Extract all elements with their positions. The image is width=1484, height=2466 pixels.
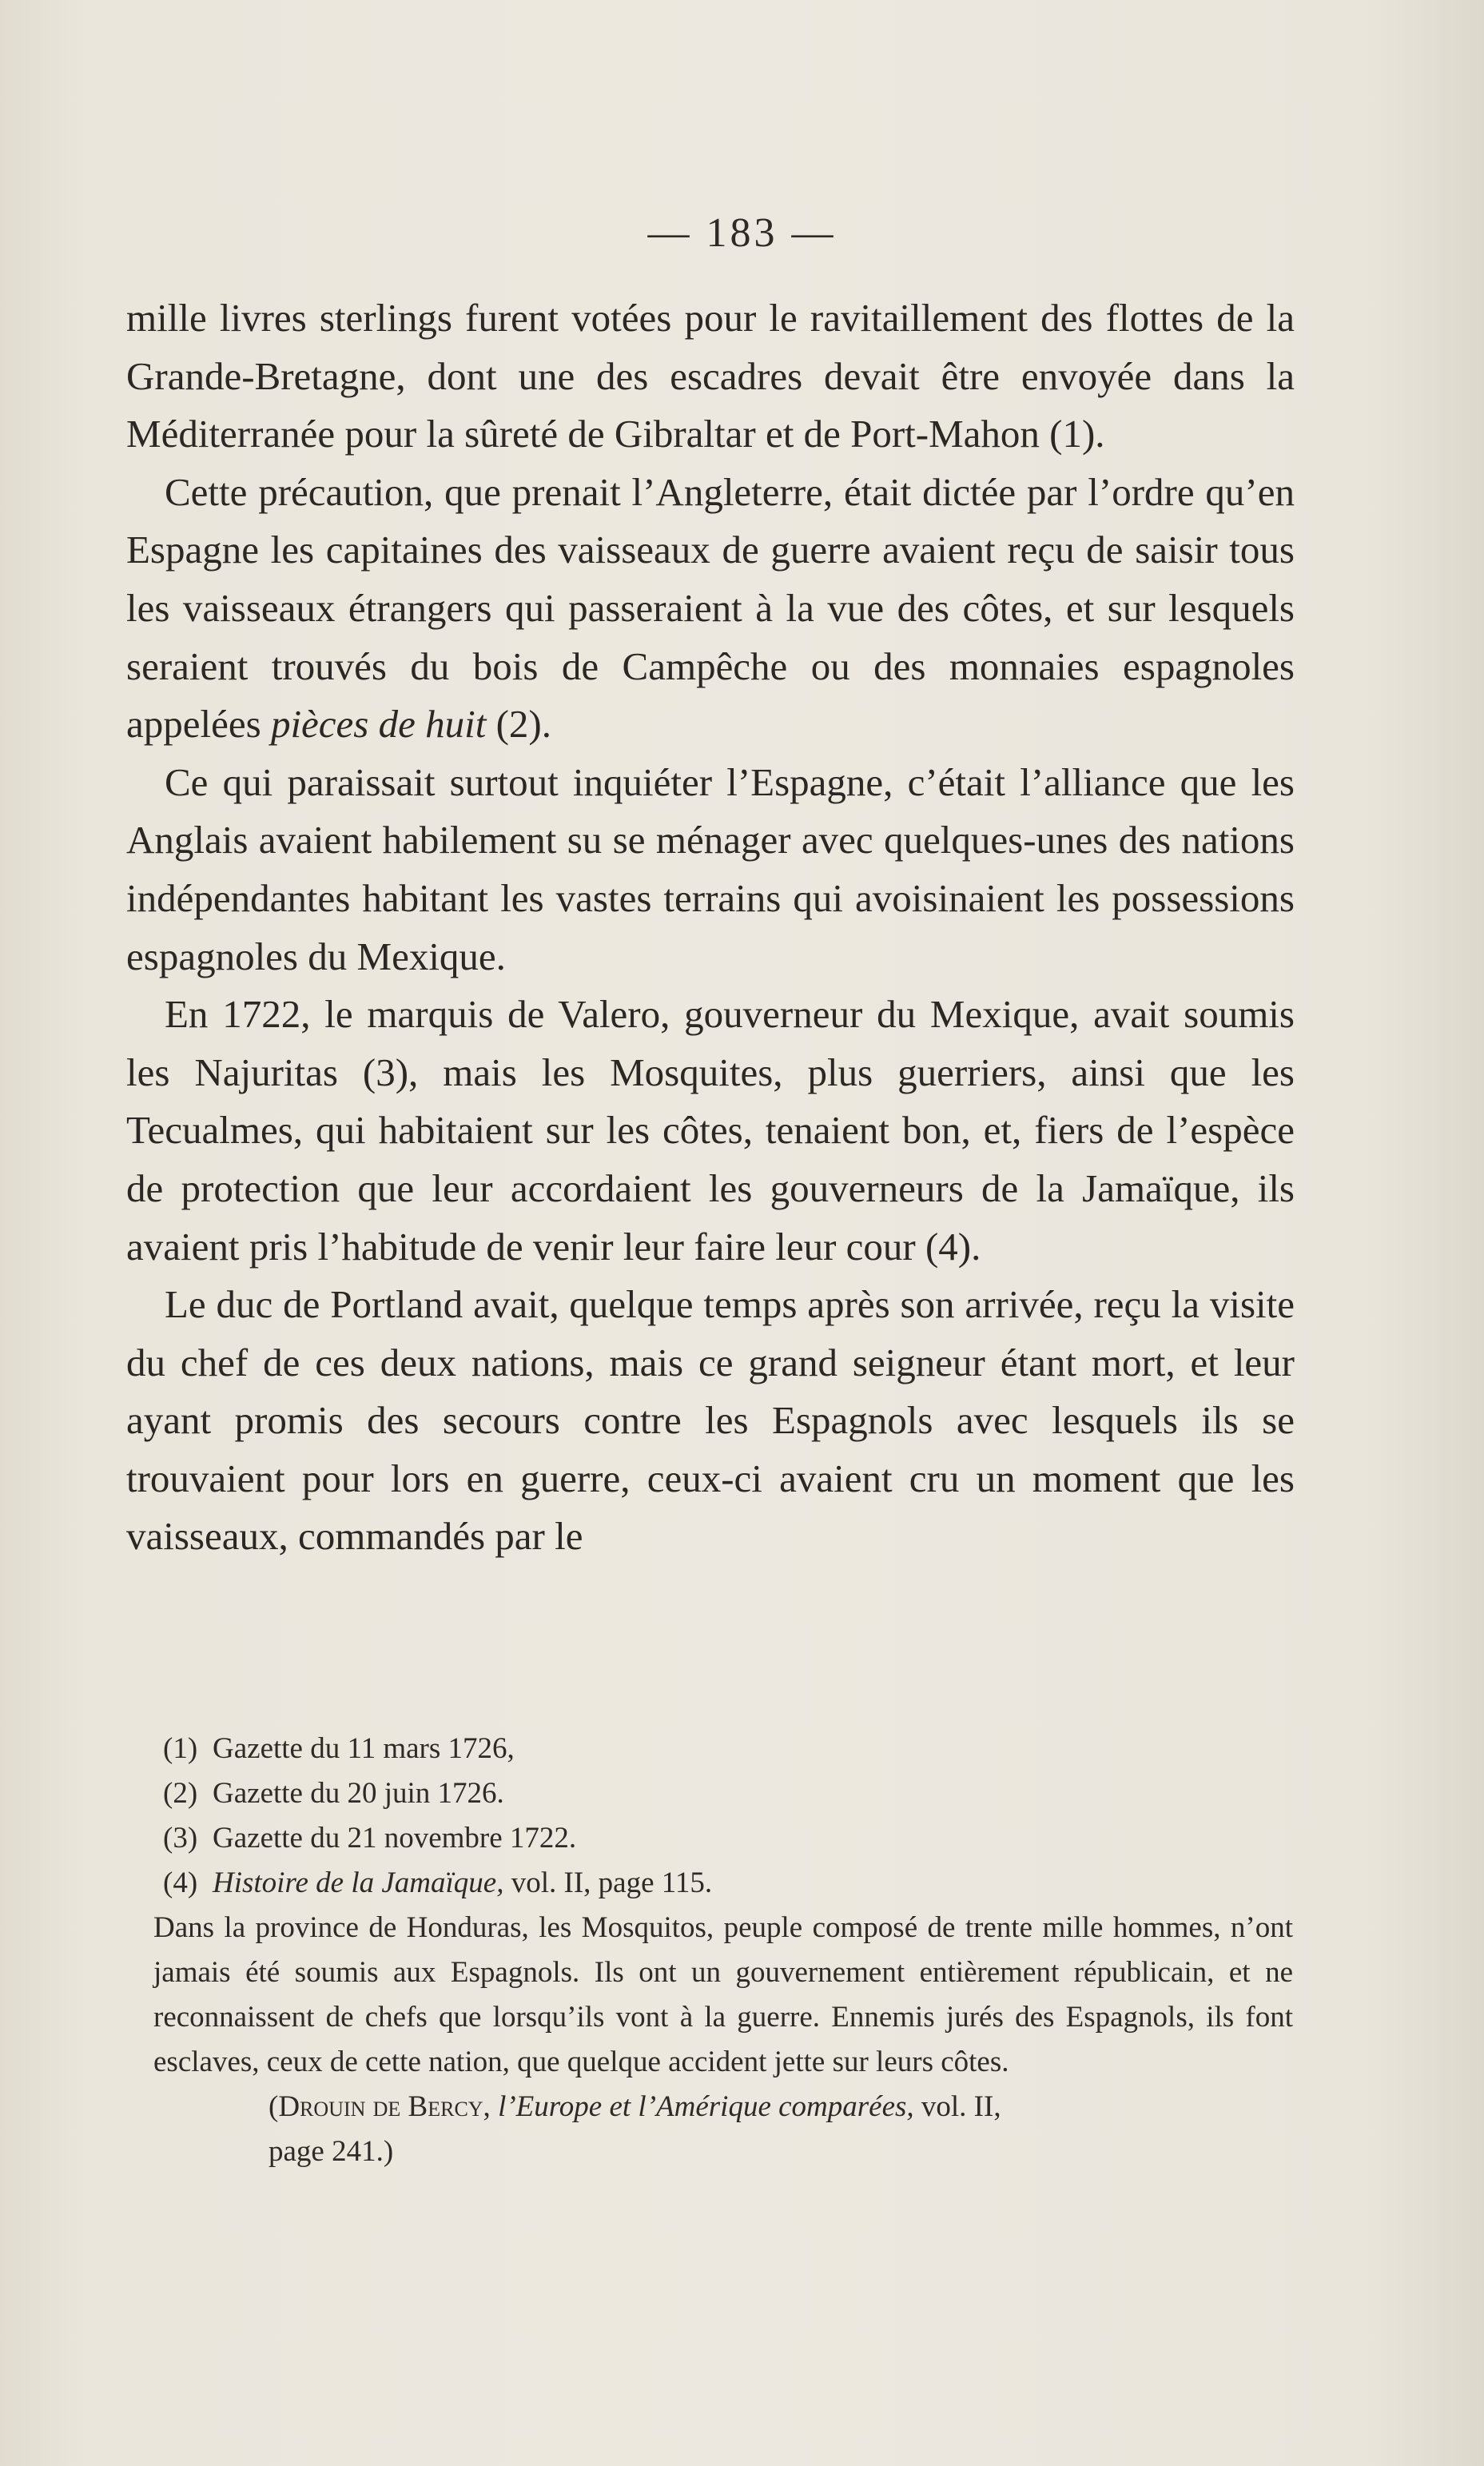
citation-volume: vol. II, [921, 2090, 1001, 2123]
paragraph-2 [126, 464, 1295, 754]
footnote-2 [158, 1771, 1293, 1816]
footnotes [153, 1727, 1293, 2174]
footnote-3-number: (3) [163, 1822, 198, 1854]
paragraph-1: mille livres sterlings furent votées pour le ravitaillement des flottes de la Grande-Bretagne, dont une des escadres devait être envoyée dans la Méditerranée pour la sûreté de Gibraltar et de Port-Mahon (1). [126, 296, 1295, 456]
footnote-2-number: (2) [163, 1777, 198, 1810]
citation-title: l’Europe et l’Amérique comparées, [498, 2090, 914, 2123]
citation-page: page 241.) [269, 2135, 394, 2168]
footnote-1-number: (1) [163, 1732, 198, 1765]
footnote-4-body: Dans la province de Honduras, les Mosquitos, peuple composé de trente mille hommes, n’ont jamais été soumis aux Espagnols. Ils ont un gouvernement entièrement républicain, et ne reconnaissent de chefs que lorsqu’ils vont à la guerre. Ennemis jurés des Espagnols, ils font esclaves, ceux de cette nation, que quelque accident jette sur leurs côtes. [153, 1911, 1293, 2078]
footnote-1-text: Gazette du 11 mars 1726, [213, 1732, 515, 1765]
paragraph-2-text: Cette précaution, que prenait l’Angleterre, était dictée par l’ordre qu’en Espagne les capitaines des vaisseaux de guerre avaient reçu de saisir tous les vaisseaux étrangers qui passeraient à la vue des côtes, et sur lesquels seraient trouvés du bois de Campêche ou des monnaies espagnoles appelées [126, 469, 1295, 747]
main-text [126, 289, 1295, 1566]
paragraph-4: En 1722, le marquis de Valero, gouverneur du Mexique, avait soumis les Najuritas (3), mais les Mosquites, plus guerriers, ainsi que les Tecualmes, qui habitaient sur les côtes, tenaient bon, et, fiers de l’espèce de protection que leur accordaient les gouverneurs de la Jamaïque, ils avaient pris l’habitude de venir leur faire leur cour (4). [126, 992, 1295, 1269]
paragraph-3: Ce qui paraissait surtout inquiéter l’Espagne, c’était l’alliance que les Anglais avaient habilement su se ménager avec quelques-unes des nations indépendantes habitant les vastes terrains qui avoisinaient les possessions espagnoles du Mexique. [126, 759, 1295, 978]
footnote-3 [158, 1816, 1293, 1861]
paragraph-2-italic: pièces de huit [270, 702, 487, 747]
page-number: — 183 — [647, 210, 837, 256]
footnote-1 [158, 1727, 1293, 1771]
paragraph-2-end: (2). [495, 702, 551, 747]
footnote-4-title: Histoire de la Jamaïque, [213, 1866, 504, 1899]
paragraph-5: Le duc de Portland avait, quelque temps après son arrivée, reçu la visite du chef de ces deux nations, mais ce grand seigneur étant mort, et leur ayant promis des secours contre les Espagnols avec lesquels ils se trouvaient pour lors en guerre, ceux-ci avaient cru un moment que les vaisseaux, commandés par le [126, 1282, 1295, 1559]
footnote-4-ref: vol. II, page 115. [511, 1866, 713, 1899]
citation-open: ( [269, 2090, 279, 2123]
footnote-4-number: (4) [163, 1866, 198, 1899]
footnote-3-text: Gazette du 21 novembre 1722. [213, 1822, 577, 1854]
footnote-4 [158, 1861, 1293, 1906]
citation-author: Drouin de Bercy, [278, 2090, 491, 2123]
footnote-2-text: Gazette du 20 juin 1726. [213, 1777, 504, 1810]
footnote-4-citation [269, 2085, 1293, 2174]
